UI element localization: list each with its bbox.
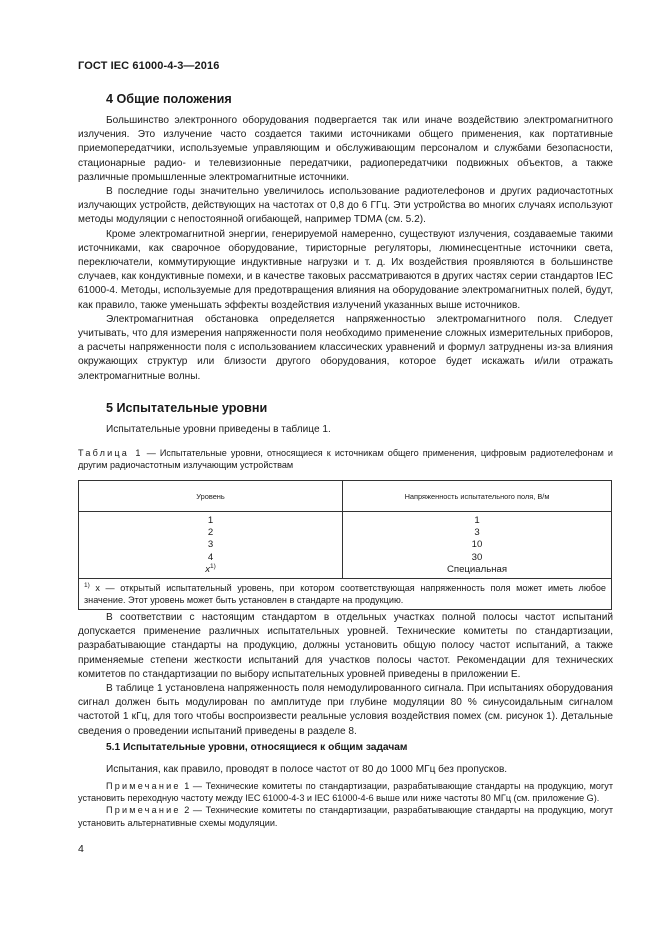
strength-value: 30 bbox=[471, 551, 483, 563]
column-header-level: Уровень bbox=[79, 481, 343, 512]
level-value-x bbox=[79, 564, 342, 576]
table-caption bbox=[78, 447, 613, 471]
section-5-body bbox=[78, 611, 613, 739]
table-footnote-row bbox=[79, 578, 612, 609]
strength-value: 10 bbox=[471, 539, 483, 551]
level-value: 2 bbox=[207, 527, 214, 539]
note-label: Примечание bbox=[106, 805, 181, 816]
document-header: ГОСТ IEC 61000-4-3—2016 bbox=[78, 60, 220, 72]
note-text: 2 — Технические комитеты по стандартизации, разрабатывающие стандарты на продукцию, могут установить альтернативные схемы модуляции. bbox=[78, 805, 613, 828]
footnote-text: x — открытый испытательный уровень, при котором соответствующая напряженность поля может иметь любое значение. Этот уровень может быть установлен в стандарте на продукцию. bbox=[84, 582, 606, 606]
paragraph: Электромагнитная обстановка определяется напряженностью электромагнитного поля. Следует учитывать, что для измерения напряженности поля необходимо применение сложных измерительных приборов, а расчеты напряженности поля с использованием классических уравнений и формул затруднены из-за влияния окружающих структур или близости другого оборудования, которое будет искажать и/или отражать электромагнитные волны. bbox=[78, 313, 613, 382]
paragraph: Кроме электромагнитной энергии, генерируемой намеренно, существуют излучения, создаваемые такими источниками, как сварочное оборудование, тиристорные регуляторы, люминесцентные источники света, переключатели, коммутирующие индуктивные нагрузки и т. д. Их воздействия проявляются в большинстве случаев, как кондуктивные помехи, и в качестве таковых рассматриваются в других частях серии стандартов IEC 61000-4. Методы, используемые для предотвращения влияния на оборудование электромагнитных полей, будут, как правило, также уменьшать эффекты воздействия излучений указанных выше источников. bbox=[78, 228, 613, 311]
strength-value: Специальная bbox=[446, 563, 508, 575]
levels-cell bbox=[79, 512, 343, 579]
note-2 bbox=[78, 804, 613, 828]
note-label: Примечание bbox=[106, 781, 181, 791]
page-number: 4 bbox=[78, 843, 84, 855]
paragraph: В последние годы значительно увеличилось использование радиотелефонов и других радиочастотных излучающих устройств, действующих на частотах от 0,8 до 6 ГГц. Эти устройства во многих случаях используют методы модуляции с непостоянной огибающей, например TDMA (см. 5.2). bbox=[78, 186, 613, 226]
section-5-1-title: 5.1 Испытательные уровни, относящиеся к общим задачам bbox=[106, 742, 408, 753]
section-5-1-text: Испытания, как правило, проводят в полосе частот от 80 до 1000 МГц без пропусков. bbox=[106, 764, 508, 775]
test-levels-table bbox=[78, 480, 612, 610]
table-footnote bbox=[79, 578, 612, 609]
table-header-row bbox=[79, 481, 612, 512]
level-value: 4 bbox=[207, 551, 214, 563]
notes-block bbox=[78, 780, 613, 829]
level-x-footnote-mark: 1) bbox=[210, 562, 216, 570]
footnote-mark: 1) bbox=[84, 581, 90, 589]
level-value: 1 bbox=[207, 515, 214, 526]
strength-value: 3 bbox=[474, 527, 480, 539]
level-x: x bbox=[205, 563, 210, 575]
table-row bbox=[79, 512, 612, 579]
note-1 bbox=[78, 780, 613, 804]
strengths-cell bbox=[343, 512, 612, 579]
column-header-strength: Напряженность испытательного поля, В/м bbox=[343, 481, 612, 512]
section-4-body bbox=[78, 114, 613, 384]
section-5-intro: Испытательные уровни приведены в таблице 1. bbox=[106, 424, 331, 435]
table-caption-text: — Испытательные уровни, относящиеся к источникам общего применения, цифровым радиотелефонам и другим радиочастотным излучающим устройствам bbox=[78, 448, 613, 471]
paragraph: В таблице 1 установлена напряженность поля немодулированного сигнала. При испытаниях оборудования сигнал должен быть модулирован по амплитуде при глубине модуляции 80 % синусоидальным сигналом частотой 1 кГц, для того чтобы воспроизвести реальные условия воздействия помех (см. рисунок 1). Детальные сведения о проведении испытаний приведены в разделе 8. bbox=[78, 683, 613, 737]
level-value: 3 bbox=[207, 539, 214, 551]
paragraph: В соответствии с настоящим стандартом в отдельных участках полной полосы частот испытаний допускается применение различных испытательных уровней. Технические комитеты по стандартизации, разрабатывающие стандарты на продукцию, должны установить общую полосу частот испытаний, а также применяемые степени жесткости испытаний для участков полосы частот. Рекомендации для технических комитетов по стандартизации по выбору испытательных уровней приведены в приложении Е. bbox=[78, 612, 613, 680]
section-4-title: 4 Общие положения bbox=[106, 92, 232, 106]
section-5-title: 5 Испытательные уровни bbox=[106, 401, 268, 415]
table-caption-label: Таблица 1 bbox=[78, 448, 143, 458]
note-text: 1 — Технические комитеты по стандартизации, разрабатывающие стандарты на продукцию, могут установить переходную частоту между IEC 61000-4-3 и IEC 61000-4-6 выше или ниже частоты 80 МГц (см. приложение G). bbox=[78, 781, 613, 804]
strength-value: 1 bbox=[474, 515, 480, 526]
paragraph: Большинство электронного оборудования подвергается так или иначе воздействию электромагнитного излучения. Это излучение часто создается такими источниками общего применения, как портативные приемопередатчики, используемые управляющим и обслуживающим персоналом и службами безопасности, стационарные радио- и телевизионные передатчики, радиопередатчики подвижных объектов, а также различные промышленные электромагнитные источники. bbox=[78, 115, 613, 183]
